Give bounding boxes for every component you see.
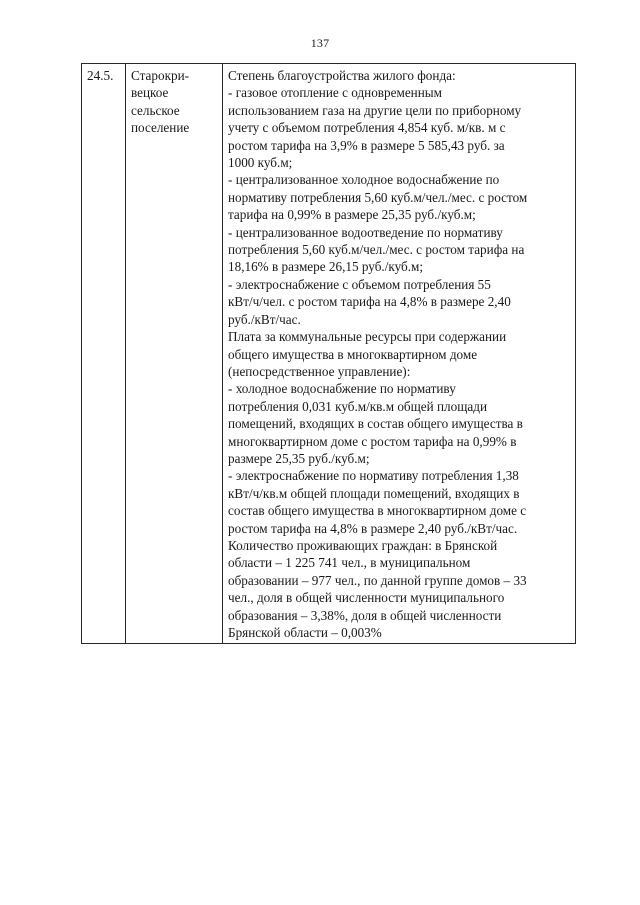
description-line: помещений, входящих в состав общего имущества в (228, 416, 523, 432)
settlement-name-line: поселение (131, 120, 190, 136)
description-line: общего имущества в многоквартирном доме (228, 346, 478, 362)
description-line: - газовое отопление с одновременным (228, 85, 442, 101)
description-line: размере 25,35 руб./куб.м; (228, 450, 370, 466)
description-line: Степень благоустройства жилого фонда: (228, 68, 456, 83)
description-line: кВт/ч/кв.м общей площади помещений, входящих в (228, 485, 520, 501)
description-line: Плата за коммунальные ресурсы при содержании (228, 329, 507, 345)
description-line: - электроснабжение по нормативу потребления 1,38 (228, 468, 519, 484)
description-line: чел., доля в общей численности муниципального (228, 590, 505, 606)
description-line: потребления 5,60 куб.м/чел./мес. с ростом тарифа на (228, 242, 525, 258)
description-line: нормативу потребления 5,60 куб.м/чел./мес. с ростом (228, 189, 528, 205)
description-line: 18,16% в размере 26,15 руб./куб.м; (228, 259, 424, 275)
description-line: руб./кВт/час. (228, 311, 301, 327)
page-number: 137 (310, 36, 330, 50)
description-line: 1000 куб.м; (228, 155, 293, 171)
description-line: состав общего имущества в многоквартирном доме с (228, 503, 527, 519)
row-number-cell (82, 64, 126, 644)
tariff-table (81, 63, 576, 644)
description-cell (223, 64, 576, 644)
description-line: использованием газа на другие цели по приборному (228, 102, 522, 118)
description-line: - централизованное холодное водоснабжение по (228, 172, 500, 188)
description-line: образовании – 977 чел., по данной группе домов – 33 (228, 572, 527, 588)
settlement-name-cell (126, 64, 223, 644)
description-line: Брянской области – 0,003% (228, 625, 382, 640)
description-line: - централизованное водоотведение по нормативу (228, 224, 503, 240)
row-number: 24.5. (87, 68, 114, 83)
description-line: учету с объемом потребления 4,854 куб. м/кв. м с (228, 120, 506, 136)
description-line: тарифа на 0,99% в размере 25,35 руб./куб.м; (228, 207, 476, 223)
description-line: многоквартирном доме с ростом тарифа на 0,99% в (228, 433, 517, 449)
description-line: - холодное водоснабжение по нормативу (228, 381, 456, 397)
description-line: ростом тарифа на 3,9% в размере 5 585,43 руб. за (228, 137, 505, 153)
table-row (82, 64, 576, 644)
settlement-name-line: сельское (131, 102, 180, 118)
settlement-name-line: Старокри- (131, 68, 190, 83)
settlement-name-line: вецкое (131, 85, 169, 101)
description-line: образования – 3,38%, доля в общей численности (228, 607, 502, 623)
description-line: (непосредственное управление): (228, 363, 411, 379)
description-line: потребления 0,031 куб.м/кв.м общей площади (228, 398, 488, 414)
description-line: Количество проживающих граждан: в Брянской (228, 537, 498, 553)
description-line: кВт/ч/чел. с ростом тарифа на 4,8% в размере 2,40 (228, 294, 511, 310)
description-line: ростом тарифа на 4,8% в размере 2,40 руб./кВт/час. (228, 520, 518, 536)
description-line: области – 1 225 741 чел., в муниципальном (228, 555, 471, 571)
description-line: - электроснабжение с объемом потребления 55 (228, 276, 491, 292)
